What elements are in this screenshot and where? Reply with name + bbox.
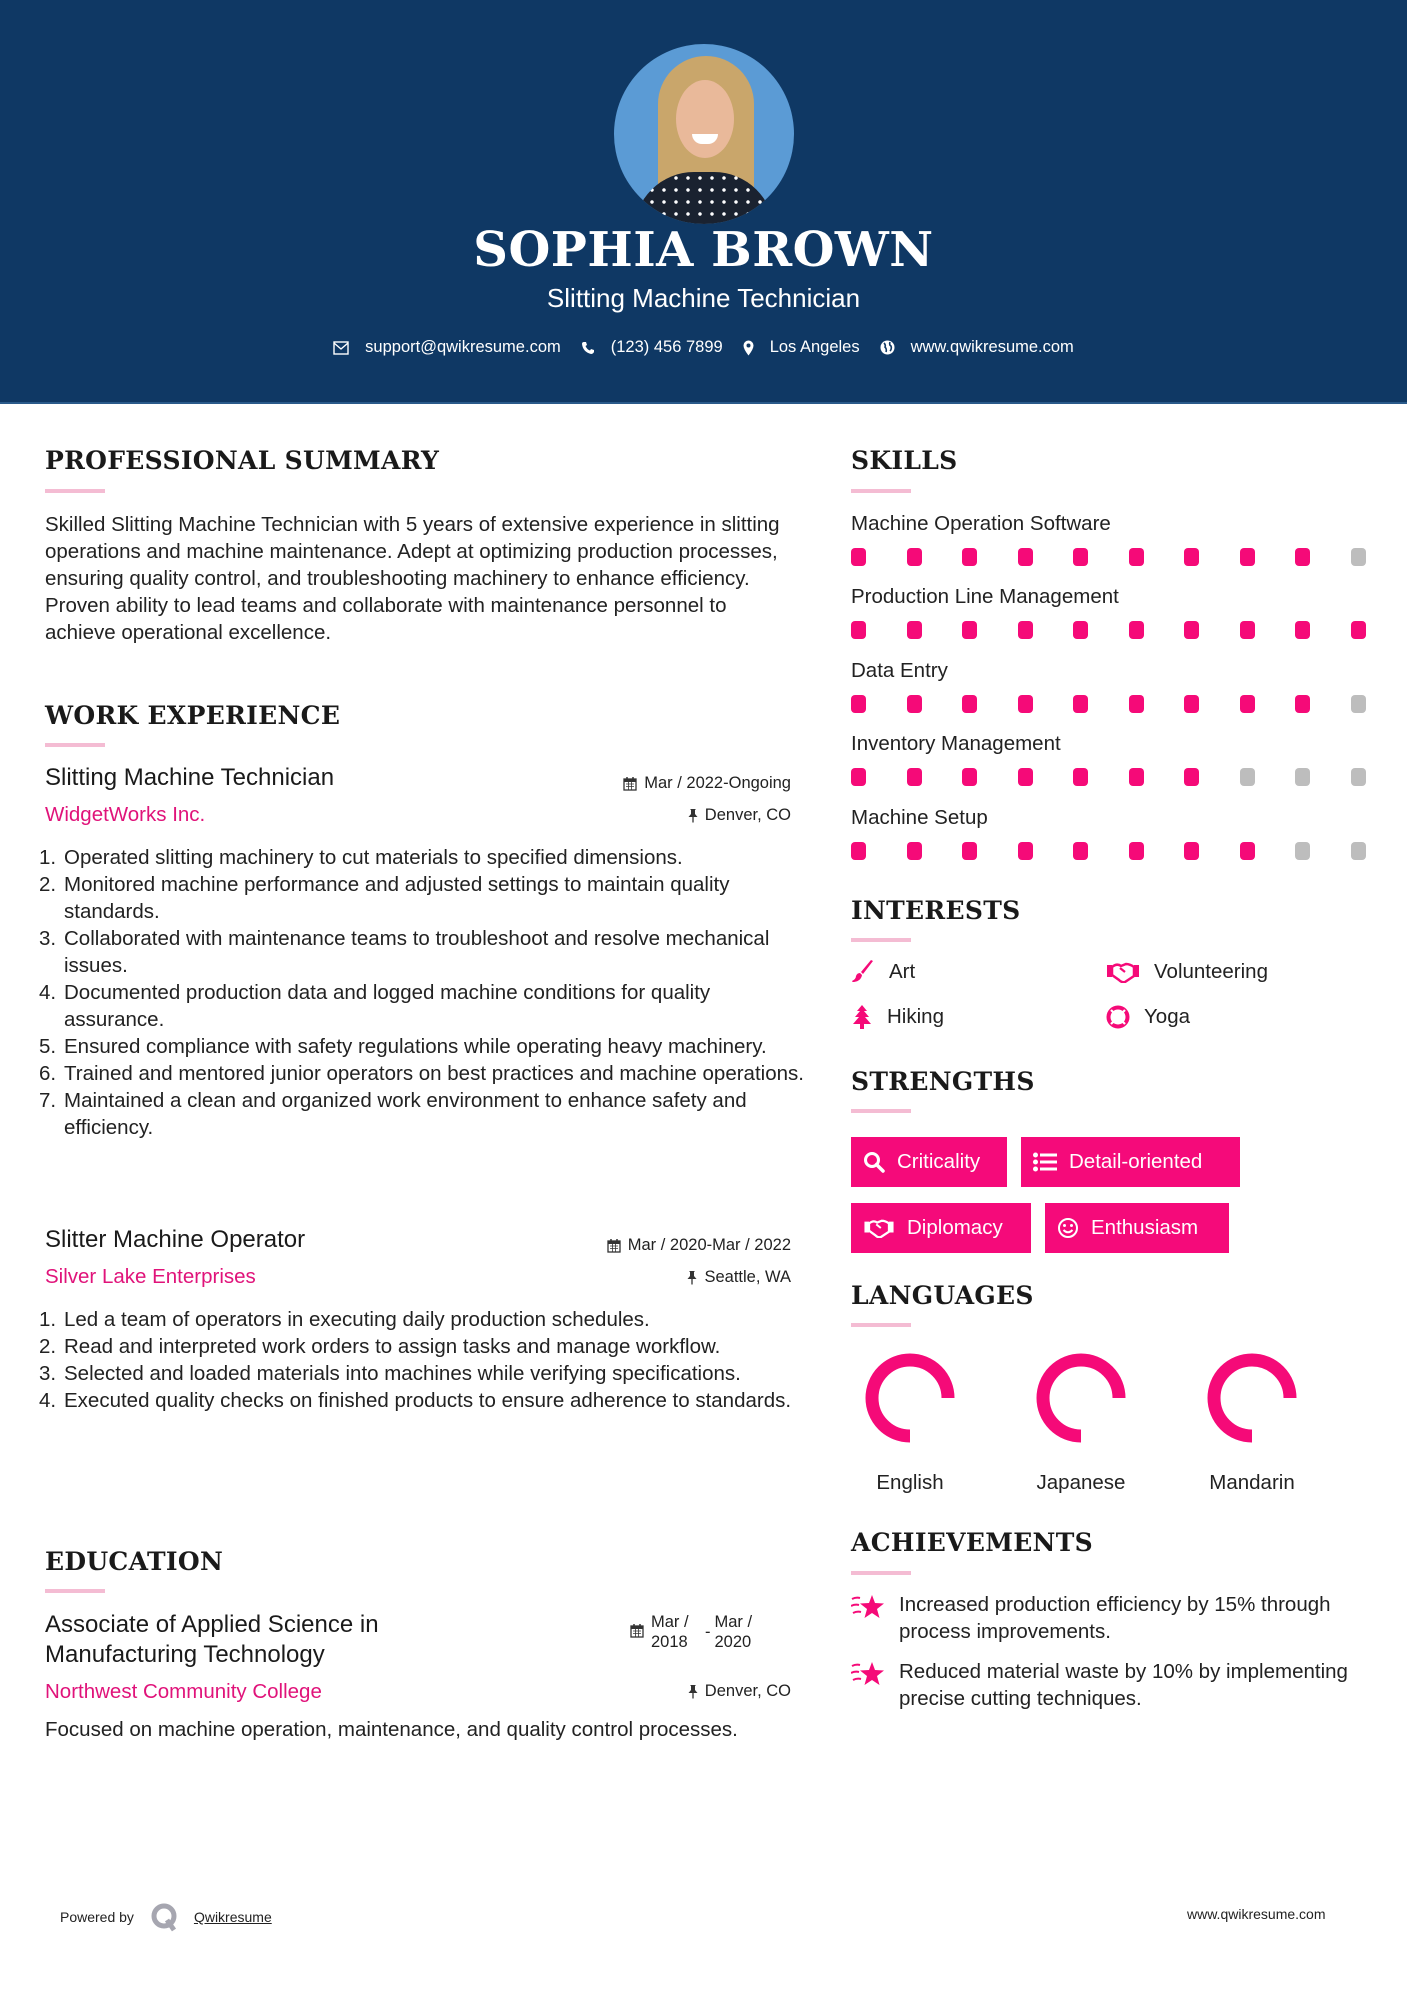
interests-heading: INTERESTS	[851, 896, 1021, 925]
experience-heading: WORK EXPERIENCE	[45, 701, 341, 730]
skill-dot-filled	[1073, 695, 1088, 713]
job-1-location: Denver, CO	[560, 806, 791, 825]
achievements-underline	[851, 1571, 911, 1575]
skill-rating	[851, 548, 1371, 566]
contact-website-text: www.qwikresume.com	[910, 338, 1074, 356]
language-english	[850, 1352, 970, 1495]
language-progress-ring	[1192, 1352, 1312, 1444]
contact-email[interactable]	[333, 338, 561, 357]
skill-item	[851, 512, 1371, 566]
list-item: 6. Trained and mentored junior operators on best practices and machine operations.	[39, 1062, 804, 1085]
interest-art: Art	[851, 960, 915, 984]
skill-label: Production Line Management	[851, 585, 1119, 608]
skill-label: Data Entry	[851, 659, 948, 682]
language-label: English	[876, 1471, 944, 1494]
skill-dot-filled	[1018, 842, 1033, 860]
calendar-icon	[607, 1238, 621, 1253]
strength-badge-detail-oriented: Detail-oriented	[1021, 1137, 1240, 1187]
resume-header	[0, 0, 1407, 404]
skill-dot-filled	[1129, 621, 1144, 639]
job-1-role: Slitting Machine Technician	[45, 764, 335, 791]
contact-phone-text: (123) 456 7899	[610, 338, 723, 356]
calendar-icon	[623, 776, 637, 791]
skill-dot-filled	[1129, 695, 1144, 713]
job-2-location: Seattle, WA	[560, 1268, 791, 1287]
list-item: 5. Ensured compliance with safety regulations while operating heavy machinery.	[39, 1035, 767, 1058]
strengths-heading: STRENGTHS	[851, 1067, 1035, 1096]
summary-underline	[45, 489, 105, 493]
shooting-star-icon	[851, 1593, 885, 1621]
skill-dot-filled	[1184, 548, 1199, 566]
skills-underline	[851, 489, 911, 493]
skill-dot-filled	[962, 695, 977, 713]
list-icon	[1033, 1152, 1057, 1172]
interests-underline	[851, 938, 911, 942]
skill-dot-filled	[1129, 842, 1144, 860]
skill-dot-filled	[1073, 842, 1088, 860]
skill-item	[851, 732, 1371, 786]
strength-badge-enthusiasm: Enthusiasm	[1045, 1203, 1229, 1253]
achievements-heading: ACHIEVEMENTS	[851, 1528, 1093, 1557]
skill-label: Machine Operation Software	[851, 512, 1111, 535]
skill-rating	[851, 768, 1371, 786]
footer-powered-by	[60, 1902, 272, 1932]
skill-rating	[851, 842, 1371, 860]
job-2-dates: Mar / 2020-Mar / 2022	[520, 1236, 791, 1255]
job-2-company: Silver Lake Enterprises	[45, 1265, 256, 1288]
job-1-dates: Mar / 2022-Ongoing	[560, 774, 791, 793]
skill-dot-filled	[1018, 548, 1033, 566]
language-japanese	[1021, 1352, 1141, 1495]
profile-photo	[614, 44, 794, 224]
skill-dot-empty	[1351, 695, 1366, 713]
list-item: 2. Read and interpreted work orders to assign tasks and manage workflow.	[39, 1335, 721, 1358]
skill-dot-filled	[1073, 768, 1088, 786]
handshake-icon	[863, 1218, 895, 1238]
strength-badge-diplomacy: Diplomacy	[851, 1203, 1031, 1253]
footer-website[interactable]: www.qwikresume.com	[1187, 1906, 1326, 1922]
skill-dot-filled	[1240, 621, 1255, 639]
skill-dot-filled	[907, 695, 922, 713]
education-date-separator: -	[705, 1623, 711, 1641]
strength-badge-criticality: Criticality	[851, 1137, 1007, 1187]
language-mandarin	[1192, 1352, 1312, 1495]
interest-yoga: Yoga	[1106, 1005, 1190, 1029]
contact-location-text: Los Angeles	[769, 338, 860, 356]
skill-dot-empty	[1351, 842, 1366, 860]
education-heading: EDUCATION	[45, 1547, 224, 1576]
skills-heading: SKILLS	[851, 446, 958, 475]
contact-row	[0, 338, 1407, 357]
education-description: Focused on machine operation, maintenance, and quality control processes.	[45, 1718, 738, 1741]
education-degree: Associate of Applied Science in Manufacturing Technology	[45, 1611, 379, 1668]
job-2-role: Slitter Machine Operator	[45, 1226, 306, 1253]
tree-icon	[851, 1005, 873, 1029]
skill-dot-filled	[962, 842, 977, 860]
skill-dot-filled	[907, 842, 922, 860]
skill-dot-filled	[907, 621, 922, 639]
skill-dot-filled	[1240, 548, 1255, 566]
list-item: 3. Selected and loaded materials into machines while verifying specifications.	[39, 1362, 741, 1385]
skill-dot-filled	[851, 621, 866, 639]
skill-dot-filled	[1184, 768, 1199, 786]
list-item: 4. Executed quality checks on finished products to ensure adherence to standards.	[39, 1389, 792, 1412]
skill-dot-empty	[1351, 548, 1366, 566]
pushpin-icon	[687, 1270, 697, 1285]
education-end: Mar / 2020	[714, 1613, 753, 1651]
list-item: 4. Documented production data and logged machine conditions for quality assurance.	[39, 981, 711, 1031]
skill-dot-filled	[851, 842, 866, 860]
skill-dot-filled	[1129, 548, 1144, 566]
skill-rating	[851, 621, 1371, 639]
skill-dot-empty	[1295, 842, 1310, 860]
skill-dot-filled	[907, 548, 922, 566]
skill-dot-filled	[1184, 695, 1199, 713]
qwikresume-logo-icon	[150, 1902, 180, 1932]
languages-underline	[851, 1323, 911, 1327]
skill-dot-empty	[1295, 768, 1310, 786]
language-label: Japanese	[1036, 1471, 1126, 1494]
language-progress-ring	[850, 1352, 970, 1444]
skill-dot-filled	[1018, 621, 1033, 639]
skill-dot-filled	[851, 768, 866, 786]
experience-underline	[45, 743, 105, 747]
pushpin-icon	[688, 808, 698, 823]
contact-email-text: support@qwikresume.com	[365, 338, 561, 356]
languages-heading: LANGUAGES	[851, 1281, 1034, 1310]
envelope-icon	[333, 341, 349, 355]
contact-website[interactable]	[880, 338, 1074, 357]
search-icon	[863, 1151, 885, 1173]
education-location: Denver, CO	[560, 1682, 791, 1701]
calendar-icon	[630, 1623, 644, 1638]
skill-dot-filled	[1351, 621, 1366, 639]
interest-volunteering: Volunteering	[1106, 960, 1268, 984]
skill-dot-filled	[907, 768, 922, 786]
skill-item	[851, 659, 1371, 713]
skill-dot-filled	[851, 695, 866, 713]
skill-dot-filled	[851, 548, 866, 566]
job-1-company: WidgetWorks Inc.	[45, 803, 206, 826]
life-ring-icon	[1106, 1005, 1130, 1029]
language-progress-ring	[1021, 1352, 1141, 1444]
skill-dot-empty	[1240, 768, 1255, 786]
contact-phone[interactable]	[581, 338, 723, 357]
job-2-bullets	[39, 1306, 805, 1414]
skill-item	[851, 806, 1371, 860]
education-underline	[45, 1589, 105, 1593]
skill-dot-filled	[1073, 548, 1088, 566]
skill-dot-empty	[1351, 768, 1366, 786]
interest-hiking: Hiking	[851, 1005, 944, 1029]
skill-dot-filled	[1184, 842, 1199, 860]
list-item: 7. Maintained a clean and organized work environment to enhance safety and efficiency.	[39, 1089, 747, 1139]
qwikresume-link[interactable]: Qwikresume	[193, 1909, 272, 1925]
achievement-item: Increased production efficiency by 15% through process improvements.	[851, 1591, 1371, 1645]
smile-icon	[1057, 1217, 1079, 1239]
summary-heading: PROFESSIONAL SUMMARY	[45, 446, 440, 475]
education-start: Mar / 2018	[651, 1613, 689, 1651]
skill-dot-filled	[1184, 621, 1199, 639]
summary-text: Skilled Slitting Machine Technician with 5 years of extensive experience in slitting operations and machine maintenance. Adept at optimizing production processes, ensuring quality control, and troubleshooting machinery to enhance efficiency. Proven ability to lead teams and collaborate with maintenance personnel to achieve operational excellence.	[45, 513, 780, 644]
strengths-underline	[851, 1109, 911, 1113]
skill-dot-filled	[1240, 842, 1255, 860]
skill-label: Machine Setup	[851, 806, 988, 829]
education-dates	[630, 1612, 791, 1652]
skill-dot-filled	[962, 621, 977, 639]
skill-dot-filled	[1295, 621, 1310, 639]
list-item: 2. Monitored machine performance and adjusted settings to maintain quality standards.	[39, 873, 730, 923]
paintbrush-icon	[851, 960, 875, 984]
skill-dot-filled	[1295, 695, 1310, 713]
skill-rating	[851, 695, 1371, 713]
list-item: 1. Operated slitting machinery to cut materials to specified dimensions.	[39, 846, 683, 869]
contact-location	[743, 338, 860, 357]
handshake-icon	[1106, 961, 1140, 983]
skill-dot-filled	[1129, 768, 1144, 786]
phone-icon	[581, 341, 595, 355]
candidate-title: Slitting Machine Technician	[546, 283, 861, 313]
candidate-name: SOPHIA BROWN	[473, 222, 934, 278]
powered-by-label: Powered by	[60, 1909, 134, 1925]
skill-dot-filled	[1018, 768, 1033, 786]
skill-dot-filled	[1295, 548, 1310, 566]
achievement-item: Reduced material waste by 10% by implementing precise cutting techniques.	[851, 1658, 1371, 1712]
skill-dot-filled	[962, 768, 977, 786]
shooting-star-icon	[851, 1660, 885, 1688]
education-school: Northwest Community College	[45, 1680, 322, 1703]
job-1-bullets	[39, 844, 805, 1141]
globe-icon	[880, 340, 895, 355]
skill-dot-filled	[962, 548, 977, 566]
skill-label: Inventory Management	[851, 732, 1061, 755]
map-marker-icon	[743, 340, 754, 356]
skill-dot-filled	[1018, 695, 1033, 713]
language-label: Mandarin	[1209, 1471, 1295, 1494]
list-item: 3. Collaborated with maintenance teams to troubleshoot and resolve mechanical issues.	[39, 927, 770, 977]
skill-dot-filled	[1240, 695, 1255, 713]
pushpin-icon	[688, 1684, 698, 1699]
skill-dot-filled	[1073, 621, 1088, 639]
list-item: 1. Led a team of operators in executing daily production schedules.	[39, 1308, 650, 1331]
skill-item	[851, 585, 1371, 639]
